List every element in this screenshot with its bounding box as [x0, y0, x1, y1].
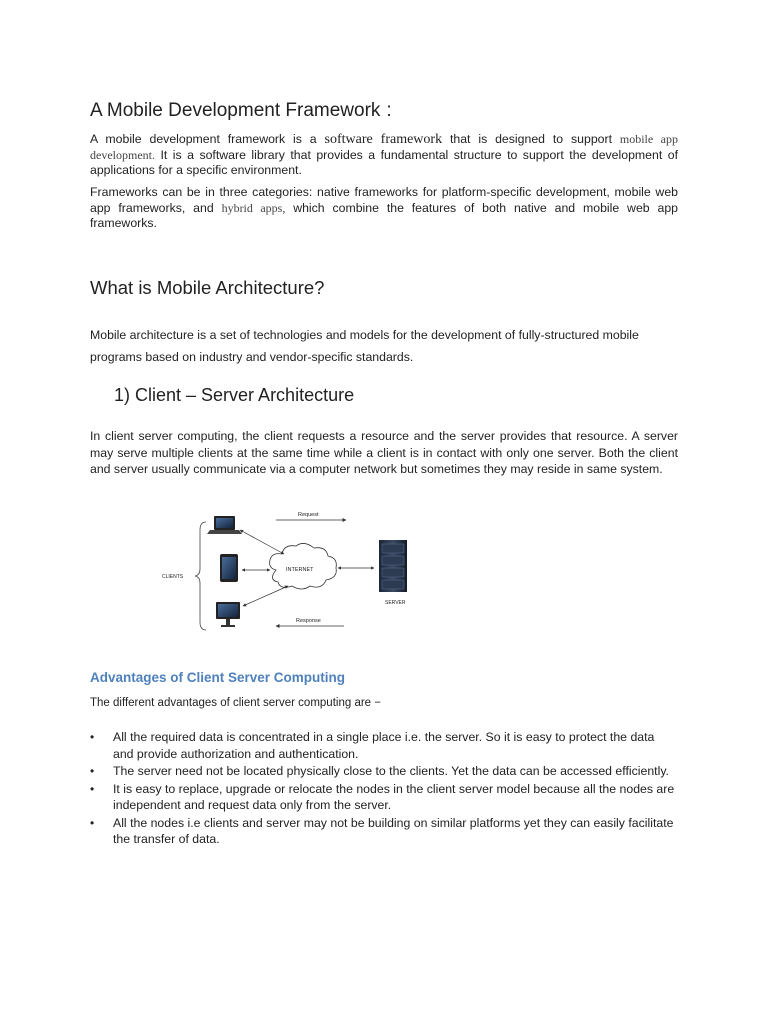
text-run: Frameworks can be in three categories: native frameworks for platform-specific development, mobile web app frameworks, and	[90, 185, 678, 215]
client-server-paragraph: In client server computing, the client requests a resource and the server provides that resource. A server may serve multiple clients at the same time while a client is in contact with only one server. Both the client and server usually communicate via a computer network but sometimes they may reside in same system.	[90, 429, 678, 476]
server-rack-icon	[379, 540, 407, 592]
client-server-diagram	[148, 496, 448, 638]
tablet-icon	[220, 554, 238, 582]
heading-colon: :	[386, 100, 392, 121]
list-item-text: All the nodes i.e clients and server may not be building on similar platforms yet they can easily facilitate the transfer of data.	[113, 815, 674, 846]
list-item-text: The server need not be located physically close to the clients. Yet the data can be accessed efficiently.	[113, 764, 669, 778]
monitor-icon	[216, 602, 240, 627]
heading-advantages: Advantages of Client Server Computing	[90, 670, 346, 685]
text-run: that is designed to support	[449, 132, 613, 146]
text-run: A mobile development framework is a	[90, 132, 317, 146]
bullet-icon: •	[90, 764, 95, 778]
laptop-internet-arrow	[240, 530, 284, 554]
mobile-app-development-link[interactable]: mobile app development.	[90, 132, 678, 162]
list-item	[90, 781, 678, 814]
framework-categories-paragraph	[90, 185, 678, 232]
advantages-list	[90, 729, 678, 849]
text-run: It is a software library that provides a fundamental structure to support the development of applications for a specific environment.	[90, 147, 679, 177]
monitor-internet-arrow	[243, 586, 288, 606]
advantages-intro: The different advantages of client server computing are −	[90, 697, 381, 709]
heading-text: A Mobile Development Framework	[90, 100, 381, 121]
clients-label: CLIENTS	[162, 574, 184, 580]
list-item-text: It is easy to replace, upgrade or relocate the nodes in the client server model because all the nodes are independent and request data only from the server.	[113, 781, 675, 812]
list-item	[90, 815, 678, 848]
clients-brace	[195, 522, 206, 630]
internet-label: INTERNET	[286, 567, 314, 573]
heading-mobile-architecture: What is Mobile Architecture?	[90, 277, 325, 298]
bullet-icon: •	[90, 781, 95, 796]
software-framework-link[interactable]: software framework	[324, 132, 443, 147]
bullet-icon: •	[90, 730, 95, 744]
heading-client-server: 1) Client – Server Architecture	[114, 385, 355, 405]
mobile-architecture-paragraph: Mobile architecture is a set of technologies and models for the development of fully-structured mobile programs based on industry and vendor-specific standards.	[90, 328, 639, 364]
hybrid-apps-link[interactable]: hybrid apps,	[221, 200, 286, 215]
framework-definition-paragraph	[90, 132, 678, 179]
server-label: SERVER	[385, 600, 406, 606]
text-run: which combine the features of both native and mobile web app frameworks.	[90, 200, 678, 230]
response-label: Response	[296, 618, 321, 624]
request-label: Request	[298, 512, 319, 518]
laptop-icon	[207, 516, 242, 534]
heading-mobile-framework	[90, 100, 392, 122]
bullet-icon: •	[90, 815, 95, 830]
list-item	[90, 729, 678, 762]
list-item-text: All the required data is concentrated in a single place i.e. the server. So it is easy to protect the data and provide authorization and authentication.	[113, 730, 655, 761]
list-item	[90, 763, 678, 780]
